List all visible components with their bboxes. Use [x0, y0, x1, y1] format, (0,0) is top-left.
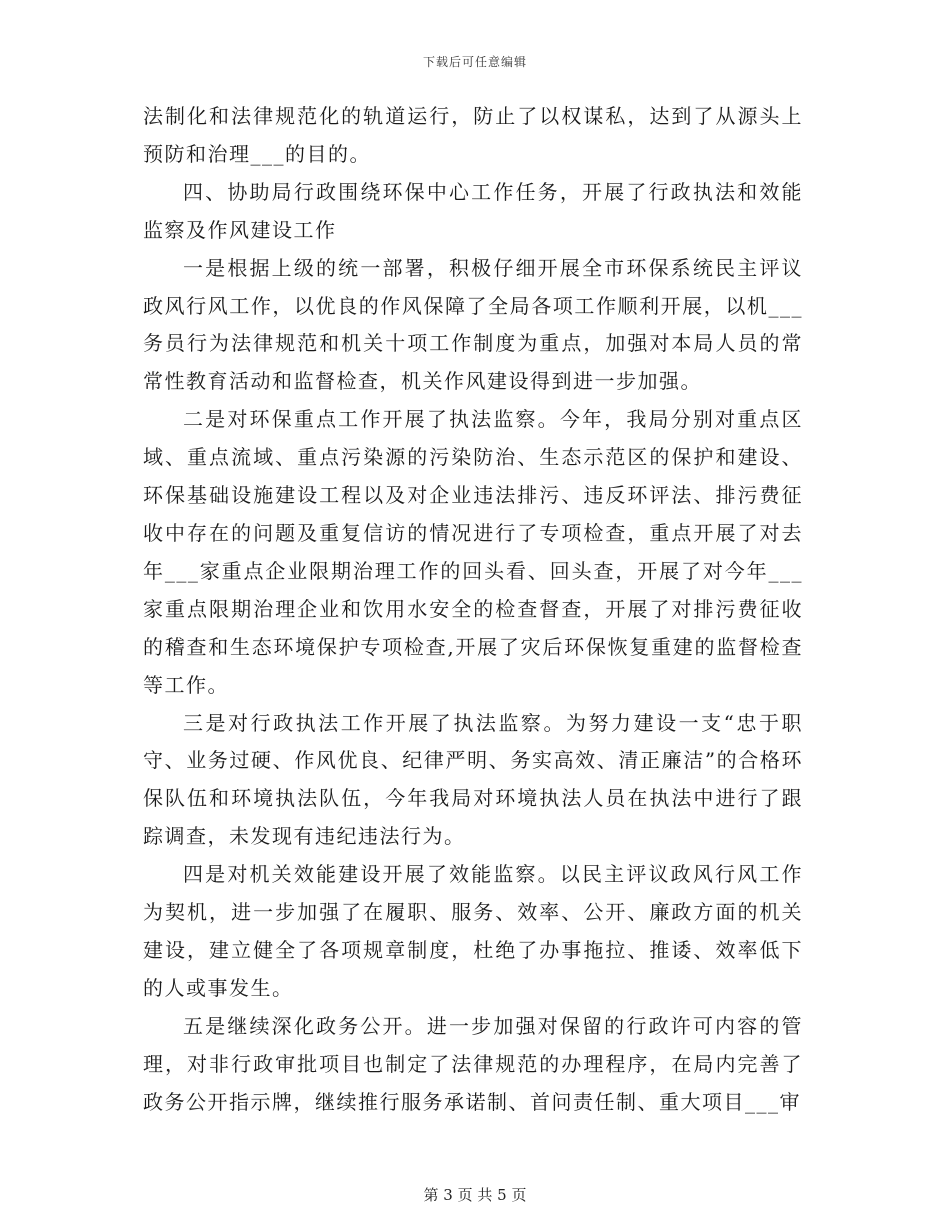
page-number-footer: 第 3 页 共 5 页	[423, 1186, 527, 1204]
page-header: 下载后可任意编辑	[422, 55, 527, 69]
paragraph: 二是对环保重点工作开展了执法监察。今年，我局分别对重点区域、重点流域、重点污染源的污染防治、生态示范区的保护和建设、环保基础设施建设工程以及对企业违法排污、违反环评法、排污费征收中存在的问题及重复信访的情况进行了专项检查，重点开展了对去年___家重点企业限期治理工作的回头看、回头查，开展了对今年___家重点限期治理企业和饮用水安全的检查督查，开展了对排污费征收的稽查和生态环境保护专项检查,开展了灾后环保恢复重建的监督检查等工作。	[143, 407, 803, 697]
paragraph: 五是继续深化政务公开。进一步加强对保留的行政许可内容的管理，对非行政审批项目也制定了法律规范的办理程序，在局内完善了政务公开指示牌，继续推行服务承诺制、首问责任制、重大项目___审	[143, 1013, 803, 1114]
paragraph: 法制化和法律规范化的轨道运行，防止了以权谋私，达到了从源头上预防和治理___的目的。	[143, 104, 803, 166]
section-heading: 四、协助局行政围绕环保中心工作任务，开展了行政执法和效能监察及作风建设工作	[143, 179, 803, 242]
paragraph: 四是对机关效能建设开展了效能监察。以民主评议政风行风工作为契机，进一步加强了在履职、服务、效率、公开、廉政方面的机关建设，建立健全了各项规章制度，杜绝了办事拖拉、推诿、效率低下的人或事发生。	[143, 862, 803, 1000]
paragraph: 一是根据上级的统一部署，积极仔细开展全市环保系统民主评议政风行风工作，以优良的作风保障了全局各项工作顺利开展，以机___务员行为法律规范和机关十项工作制度为重点，加强对本局人员的常常性教育活动和监督检查，机关作风建设得到进一步加强。	[143, 255, 803, 394]
paragraph: 三是对行政执法工作开展了执法监察。为努力建设一支“忠于职守、业务过硬、作风优良、纪律严明、务实高效、清正廉洁”的合格环保队伍和环境执法队伍，今年我局对环境执法人员在执法中进行了跟踪调查，未发现有违纪违法行为。	[143, 710, 803, 849]
document-body	[143, 98, 803, 1121]
